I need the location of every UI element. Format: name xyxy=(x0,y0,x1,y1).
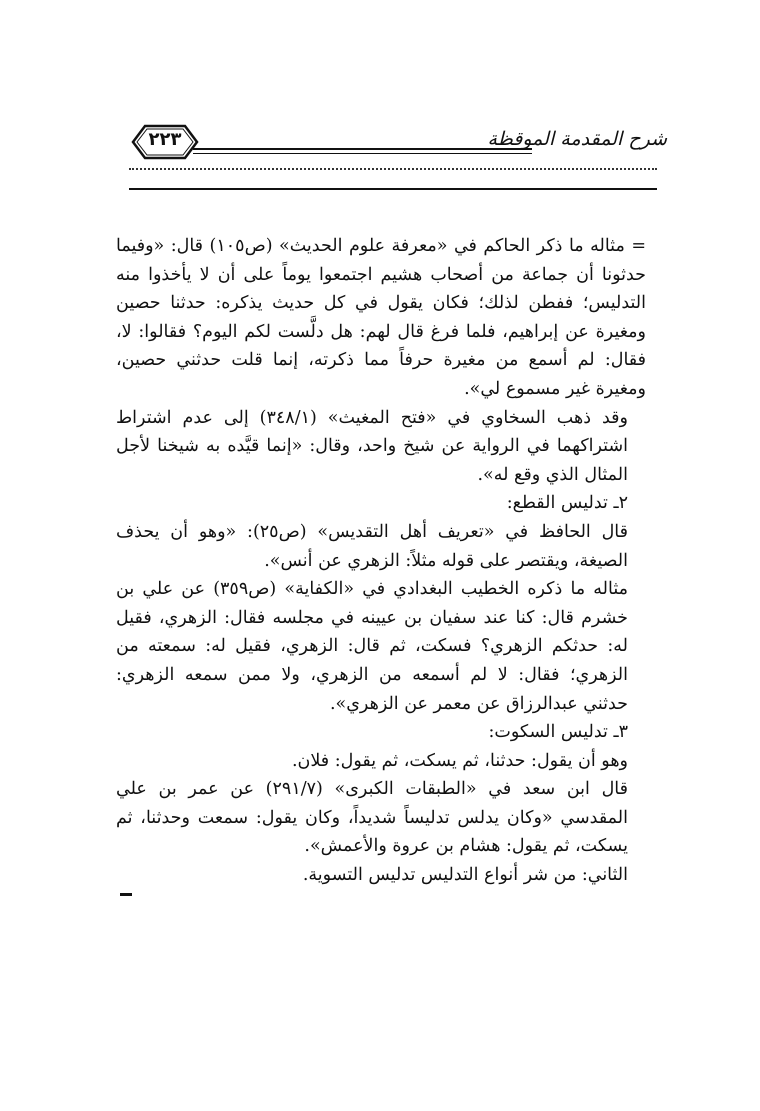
main-text xyxy=(116,232,646,890)
running-title: شرح المقدمة الموقظة xyxy=(487,128,667,150)
paragraph: مثاله ما ذكره الخطيب البغدادي في «الكفاية» (ص٣٥٩) عن علي بن خشرم قال: كنا عند سفيان بن عيينه في مجلسه فقال: الزهري، فقيل له: حدثكم الزهري؟ فسكت، ثم قال: الزهري، فقيل له: سمعته من الزهري؛ فقال: لا لم أسمعه من الزهري، ولا ممن سمعه الزهري: حدثني عبدالرزاق عن معمر عن الزهري». xyxy=(116,579,628,714)
section-heading: ٢ـ تدليس القطع: xyxy=(506,493,628,514)
header-rule xyxy=(193,148,532,150)
header-rule-thin xyxy=(193,153,532,154)
page-header xyxy=(127,112,667,192)
end-of-page-mark xyxy=(120,893,132,896)
page-number: ٢٢٣ xyxy=(148,129,182,150)
section-heading: ٣ـ تدليس السكوت: xyxy=(488,722,628,743)
page-number-badge xyxy=(127,120,203,164)
header-bottom-rule xyxy=(129,188,657,190)
header-dotted-rule xyxy=(129,168,657,170)
paragraph: وهو أن يقول: حدثنا، ثم يسكت، ثم يقول: فلان. xyxy=(291,750,628,771)
paragraph: = مثاله ما ذكر الحاكم في «معرفة علوم الحديث» (ص١٠٥) قال: «وفيما حدثونا أن جماعة من أصحاب هشيم اجتمعوا يوماً على أن لا يأخذوا منه التدليس؛ ففطن لذلك؛ فكان يقول في كل حديث يذكره: حدثنا حصين ومغيرة عن إبراهيم، فلما فرغ قال لهم: هل دلَّست لكم اليوم؟ فقالوا: لا، فقال: لم أسمع من مغيرة حرفاً مما ذكرته، إنما قلت حدثني حصين، ومغيرة غير مسموع لي». xyxy=(116,236,646,399)
paragraph: قال ابن سعد في «الطبقات الكبرى» (٢٩١/٧) عن عمر بن علي المقدسي «وكان يدلس تدليساً شديداً، وكان يقول: سمعت وحدثنا، ثم يسكت، ثم يقول: هشام بن عروة والأعمش». xyxy=(116,779,628,857)
paragraph: قال الحافظ في «تعريف أهل التقديس» (ص٢٥): «وهو أن يحذف الصيغة، ويقتصر على قوله مثلاً: الزهري عن أنس». xyxy=(116,521,628,571)
paragraph: الثاني: من شر أنواع التدليس تدليس التسوية. xyxy=(302,865,628,886)
paragraph: وقد ذهب السخاوي في «فتح المغيث» (٣٤٨/١) إلى عدم اشتراط اشتراكهما في الرواية عن شيخ واحد، وقال: «إنما قيَّده به شيخنا لأجل المثال الذي وقع له». xyxy=(116,407,628,485)
